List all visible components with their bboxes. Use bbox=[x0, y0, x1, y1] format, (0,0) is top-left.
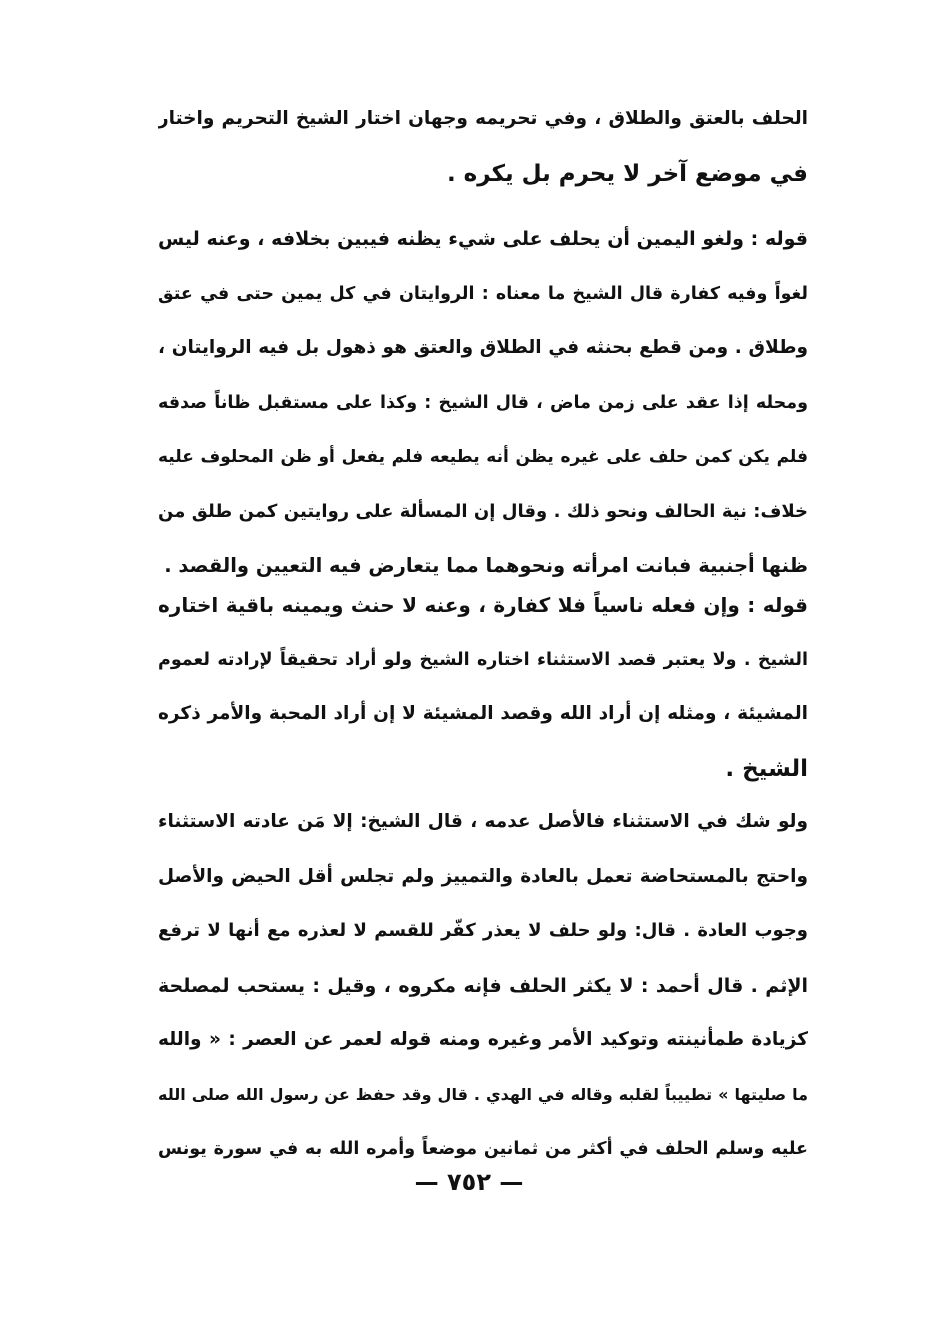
text-line: خلاف: نية الحالف ونحو ذلك . وقال إن المسألة على روايتين كمن طلق من bbox=[158, 500, 808, 522]
text-line: في موضع آخر لا يحرم بل يكره . bbox=[446, 160, 808, 187]
text-line: ومحله إذا عقد على زمن ماض ، قال الشيخ : وكذا على مستقبل ظاناً صدقه bbox=[158, 392, 808, 413]
text-line: الشيخ . ولا يعتبر قصد الاستثناء اختاره الشيخ ولو أراد تحقيقاً لإرادته لعموم bbox=[158, 649, 808, 670]
paragraph-2 bbox=[158, 212, 808, 594]
text-line: فلم يكن كمن حلف على غيره يظن أنه يطيعه فلم يفعل أو ظن المحلوف عليه bbox=[158, 447, 808, 467]
text-line: الشيخ . bbox=[725, 755, 808, 782]
text-line: عليه وسلم الحلف في أكثر من ثمانين موضعاً وأمره الله به في سورة يونس bbox=[158, 1139, 808, 1159]
text-line: وجوب العادة . قال: ولو حلف لا يعذر كفّر للقسم لا لعذره مع أنها لا ترفع bbox=[158, 920, 808, 941]
paragraph-1 bbox=[158, 92, 808, 201]
paragraph-4 bbox=[158, 795, 808, 1177]
text-line: واحتج بالمستحاضة تعمل بالعادة والتمييز ولم تجلس أقل الحيض والأصل bbox=[158, 865, 808, 887]
text-line: وطلاق . ومن قطع بحنثه في الطلاق والعتق هو ذهول بل فيه الروايتان ، bbox=[158, 337, 808, 358]
text-line: ما صليتها » تطييباً لقلبه وقاله في الهدي . قال وقد حفظ عن رسول الله صلى الله bbox=[158, 1084, 808, 1104]
text-line: الحلف بالعتق والطلاق ، وفي تحريمه وجهان اختار الشيخ التحريم واختار bbox=[158, 108, 808, 129]
text-line: المشيئة ، ومثله إن أراد الله وقصد المشيئة لا إن أراد المحبة والأمر ذكره bbox=[158, 703, 808, 724]
page-number: — ٧٥٢ — bbox=[414, 1168, 524, 1196]
paragraph-3 bbox=[158, 578, 808, 796]
text-line: ظنها أجنبية فبانت امرأته ونحوهما مما يتعارض فيه التعيين والقصد . bbox=[164, 554, 808, 577]
text-line: قوله : ولغو اليمين أن يحلف على شيء يظنه فيبين بخلافه ، وعنه ليس bbox=[158, 228, 808, 250]
text-line: الإثم . قال أحمد : لا يكثر الحلف فإنه مكروه ، وقيل : يستحب لمصلحة bbox=[158, 974, 808, 997]
text-line: كزيادة طمأنينته وتوكيد الأمر وغيره ومنه قوله لعمر عن العصر : « والله bbox=[158, 1029, 808, 1050]
text-line: قوله : وإن فعله ناسياً فلا كفارة ، وعنه لا حنث ويمينه باقية اختاره bbox=[158, 593, 808, 617]
text-line: لغواً وفيه كفارة قال الشيخ ما معناه : الروايتان في كل يمين حتى في عتق bbox=[158, 283, 808, 304]
text-line: ولو شك في الاستثناء فالأصل عدمه ، قال الشيخ: إلا مَن عادته الاستثناء bbox=[158, 811, 808, 832]
